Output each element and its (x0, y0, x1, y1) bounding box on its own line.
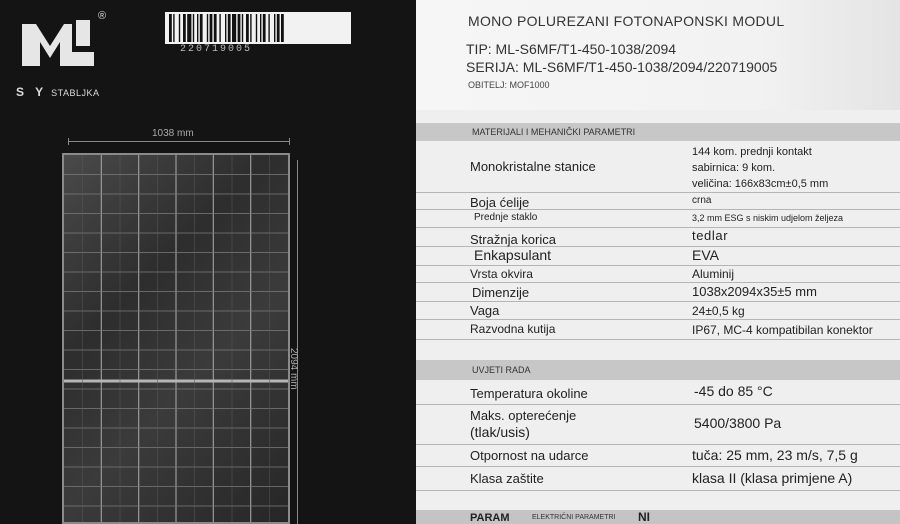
logo-sub-text: STABLJKA (51, 88, 100, 98)
solar-panel-drawing (62, 153, 290, 524)
logo-subtitle (16, 85, 99, 99)
spec-value: 5400/3800 Pa (694, 415, 782, 431)
spec-row (416, 228, 900, 247)
spec-row (416, 467, 900, 491)
registered-mark: ® (98, 10, 107, 22)
spec-label: Vaga (470, 303, 500, 318)
spec-row (416, 283, 900, 302)
section-materials-header: MATERIJALI I MEHANIČKI PARAMETRI (416, 123, 900, 141)
width-dimension-line (68, 141, 290, 142)
spec-value: tedlar (692, 228, 729, 243)
height-dimension: 2094 mm (288, 348, 299, 390)
spec-row (416, 302, 900, 320)
product-family: OBITELJ: MOF1000 (468, 80, 550, 90)
spec-value: 24±0,5 kg (692, 304, 745, 318)
spec-label: Dimenzije (472, 285, 530, 300)
bottom-heading: PARAM (470, 512, 510, 524)
spec-value: 3,2 mm ESG s niskim udjelom željeza (692, 213, 844, 223)
section-conditions-header: UVJETI RADA (416, 360, 900, 380)
spec-label: Klasa zaštite (470, 471, 544, 486)
logo-prefix: S Y (16, 85, 48, 99)
spec-value: EVA (692, 247, 719, 263)
spec-row (416, 405, 900, 445)
spec-value: IP67, MC-4 kompatibilan konektor (692, 323, 873, 337)
spec-value: tuča: 25 mm, 23 m/s, 7,5 g (692, 447, 858, 463)
model-type: TIP: ML-S6MF/T1-450-1038/2094 (466, 41, 677, 57)
width-dimension: 1038 mm (152, 128, 194, 139)
product-label-board (0, 0, 416, 524)
spec-sheet (416, 0, 900, 524)
barcode (165, 12, 351, 44)
spec-label: Enkapsulant (474, 247, 552, 263)
spec-row (416, 210, 900, 228)
spec-label: Prednje staklo (474, 212, 538, 223)
spec-row (416, 320, 900, 340)
sheet-title: MONO POLUREZANI FOTONAPONSKI MODUL (468, 13, 785, 29)
spec-label: Otpornost na udarce (470, 448, 589, 463)
spec-row (416, 193, 900, 210)
spec-label: Vrsta okvira (470, 267, 533, 281)
spec-label: Temperatura okoline (470, 386, 588, 401)
spec-row (416, 247, 900, 266)
spec-row (416, 141, 900, 193)
spec-row (416, 445, 900, 467)
spec-value: 1038x2094x35±5 mm (692, 284, 817, 299)
spec-label: Stražnja korica (470, 232, 556, 247)
bottom-fragment: NI (638, 510, 650, 524)
spec-value: -45 do 85 °C (694, 383, 773, 399)
spec-label: Monokristalne stanice (470, 159, 596, 174)
spec-value: klasa II (klasa primjene A) (692, 470, 853, 486)
spec-value: 144 kom. prednji kontakt sabirnica: 9 kom. veličina: 166x83cm±0,5 mm (692, 146, 829, 190)
bottom-subheading: ELEKTRIČNI PARAMETRI (532, 514, 616, 521)
spec-label: Maks. opterećenje (tlak/usis) (470, 408, 577, 440)
height-dimension-line (297, 160, 298, 524)
spec-value: crna (692, 195, 712, 206)
serial-number: SERIJA: ML-S6MF/T1-450-1038/2094/220719005 (466, 59, 778, 75)
barcode-number: 220719005 (180, 44, 253, 55)
spec-value: Aluminij (692, 267, 735, 281)
spec-row (416, 380, 900, 405)
spec-row (416, 266, 900, 283)
spec-label: Razvodna kutija (470, 322, 556, 336)
spec-label: Boja ćelije (470, 195, 530, 210)
